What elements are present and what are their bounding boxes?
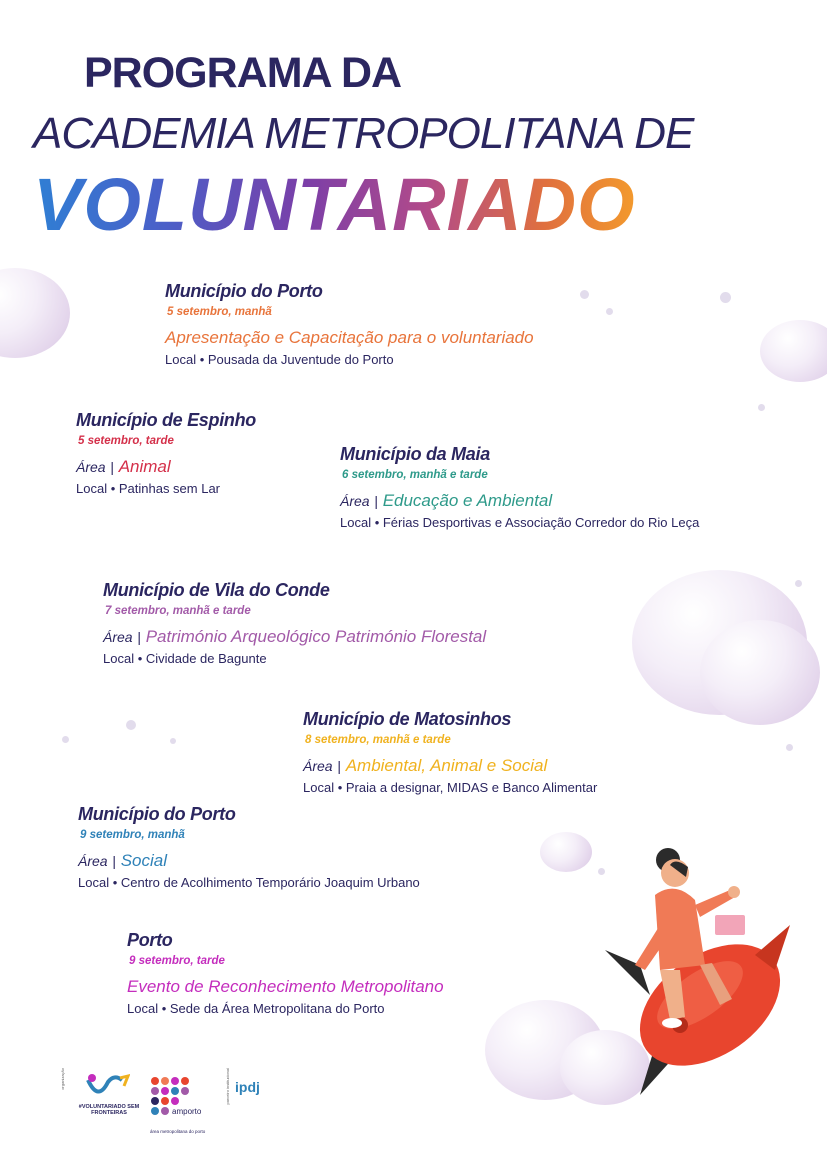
area-label: Área xyxy=(78,853,108,869)
area-label: Área xyxy=(303,758,333,774)
event-location: Local • Pousada da Juventude do Porto xyxy=(165,352,394,367)
event-block xyxy=(103,580,486,666)
cloud-right-large-2 xyxy=(700,620,820,725)
area-separator: | xyxy=(110,459,114,475)
event-location: Local • Centro de Acolhimento Temporário Joaquim Urbano xyxy=(78,875,420,890)
event-activity-line xyxy=(127,977,444,997)
event-activity: Património Arqueológico Património Florestal xyxy=(145,627,487,646)
decor-dot xyxy=(606,308,613,315)
event-activity-line xyxy=(340,491,699,511)
area-label: Área xyxy=(340,493,370,509)
event-date: 8 setembro, manhã e tarde xyxy=(305,734,451,746)
event-activity: Apresentação e Capacitação para o voluntariado xyxy=(165,328,534,347)
amp-logo-text: amporto xyxy=(172,1107,202,1116)
rocket-illustration xyxy=(600,845,800,1105)
decor-dot xyxy=(62,736,69,743)
area-separator: | xyxy=(374,493,378,509)
event-activity-line xyxy=(103,627,486,647)
area-separator: | xyxy=(337,758,341,774)
cloud-small-mid xyxy=(540,832,592,872)
event-location: Local • Cividade de Bagunte xyxy=(103,651,267,666)
amp-caption: área metropolitana do porto xyxy=(150,1129,206,1134)
title-line-3: VOLUNTARIADO xyxy=(33,163,636,246)
municipality-name: Município da Maia xyxy=(340,444,490,464)
municipality-name: Porto xyxy=(127,930,173,950)
event-activity: Social xyxy=(120,851,167,870)
event-block xyxy=(165,281,534,367)
title-line-2: ACADEMIA METROPOLITANA DE xyxy=(33,109,694,158)
decor-dot xyxy=(758,404,765,411)
event-date: 7 setembro, manhã e tarde xyxy=(105,605,251,617)
cloud-right-top xyxy=(760,320,827,382)
event-location: Local • Sede da Área Metropolitana do Porto xyxy=(127,1001,385,1016)
area-label: Área xyxy=(76,459,106,475)
event-date: 5 setembro, tarde xyxy=(78,435,174,447)
event-location: Local • Férias Desportivas e Associação Corredor do Rio Leça xyxy=(340,515,700,530)
title-line-1: PROGRAMA DA xyxy=(84,49,402,97)
event-activity-line xyxy=(165,328,534,348)
voluntariado-logo-text: #VOLUNTARIADO SEM FRONTEIRAS xyxy=(78,1104,140,1117)
event-date: 6 setembro, manhã e tarde xyxy=(342,469,488,481)
decor-dot xyxy=(580,290,589,299)
decor-dot xyxy=(720,292,731,303)
event-activity: Ambiental, Animal e Social xyxy=(345,756,548,775)
event-activity: Educação e Ambiental xyxy=(382,491,553,510)
event-activity-line xyxy=(303,756,597,776)
decor-dot xyxy=(170,738,176,744)
event-block xyxy=(303,709,597,795)
cloud-top-left xyxy=(0,268,70,358)
area-separator: | xyxy=(137,629,141,645)
event-activity-line xyxy=(78,851,420,871)
event-block xyxy=(127,930,444,1016)
event-date: 5 setembro, manhã xyxy=(167,306,272,318)
event-location: Local • Patinhas sem Lar xyxy=(76,481,221,496)
area-separator: | xyxy=(112,853,116,869)
event-block xyxy=(340,444,699,530)
voluntariado-logo-icon xyxy=(84,1072,130,1102)
event-location: Local • Praia a designar, MIDAS e Banco Alimentar xyxy=(303,780,598,795)
event-date: 9 setembro, manhã xyxy=(80,829,185,841)
organizer-label: organização xyxy=(60,1068,65,1090)
decor-dot xyxy=(126,720,136,730)
event-activity-line xyxy=(76,457,256,477)
municipality-name: Município de Espinho xyxy=(76,410,256,430)
municipality-name: Município do Porto xyxy=(165,281,323,301)
event-block xyxy=(78,804,420,890)
municipality-name: Município do Porto xyxy=(78,804,236,824)
municipality-name: Município de Vila do Conde xyxy=(103,580,330,600)
ipdj-logo-text: ipdj xyxy=(235,1079,260,1095)
area-label: Área xyxy=(103,629,133,645)
event-activity: Evento de Reconhecimento Metropolitano xyxy=(127,977,444,996)
event-activity: Animal xyxy=(118,457,171,476)
footer-logos xyxy=(60,1068,260,1148)
decor-dot xyxy=(795,580,802,587)
municipality-name: Município de Matosinhos xyxy=(303,709,512,729)
event-date: 9 setembro, tarde xyxy=(129,955,225,967)
partner-label: parceiro institucional xyxy=(225,1068,230,1105)
decor-dot xyxy=(786,744,793,751)
event-block xyxy=(76,410,256,496)
